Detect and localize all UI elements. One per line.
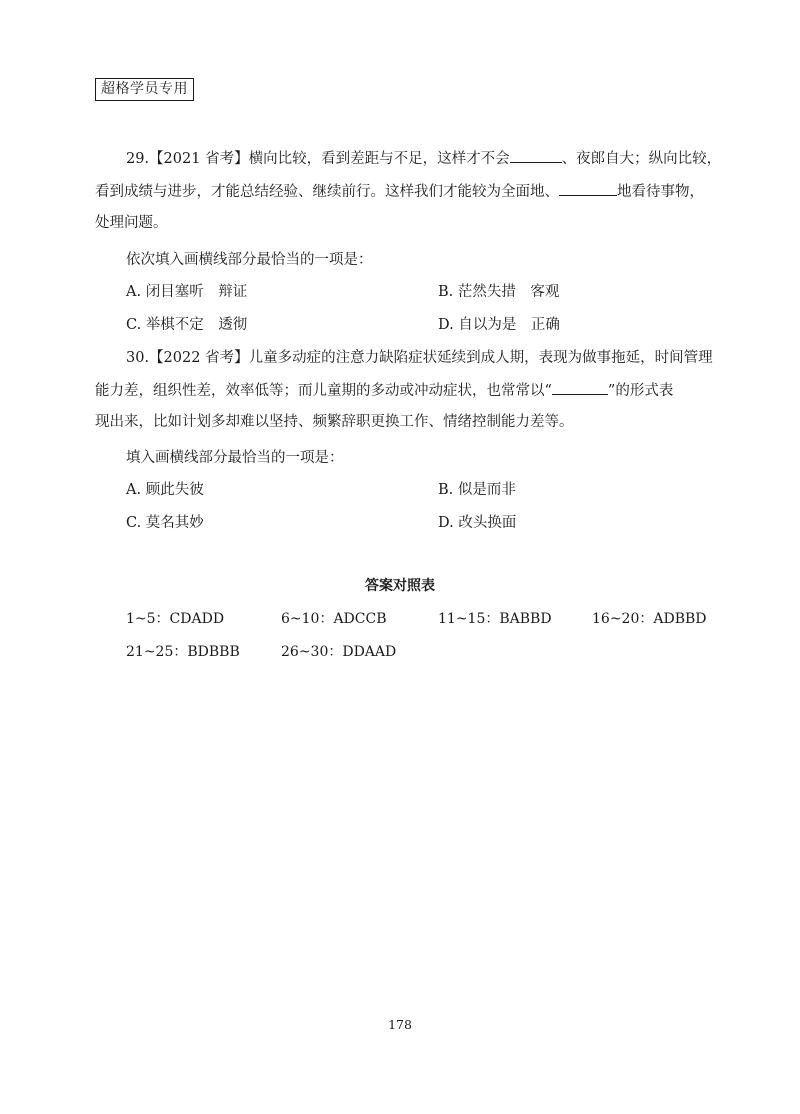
q30-line-2-post: ”的形式表: [607, 383, 674, 399]
page-number: 178: [388, 1017, 412, 1032]
answer-key-item: 16~20：ADBBD: [592, 611, 707, 627]
q29-line-2: [95, 181, 704, 202]
answer-key-item: 26~30：DDAAD: [281, 644, 397, 660]
q30-option-a: A. 顾此失彼: [126, 482, 204, 498]
q30-line-2: [95, 380, 673, 401]
answer-key-title: 答案对照表: [365, 578, 435, 594]
q30-line-1: 30.【2022 省考】儿童多动症的注意力缺陷症状延续到成人期，表现为做事拖延，时间管理: [126, 350, 713, 366]
q29-stem: 依次填入画横线部分最恰当的一项是：: [126, 252, 373, 268]
header-label: 超格学员专用: [95, 78, 194, 101]
answer-key-item: 11~15：BABBD: [438, 611, 552, 627]
q29-line-1-pre: 29.【2021 省考】横向比较，看到差距与不足，这样才不会: [126, 151, 510, 167]
q30-option-b: B. 似是而非: [438, 482, 516, 498]
answer-key-item: 1~5：CDADD: [126, 611, 225, 627]
q29-line-1: [126, 148, 721, 169]
q30-line-3: 现出来，比如计划多却难以坚持、频繁辞职更换工作、情绪控制能力差等。: [95, 414, 574, 430]
q30-option-d: D. 改头换面: [438, 515, 517, 531]
q29-blank-1: [510, 148, 562, 163]
q29-option-a: A. 闭目塞听 辩证: [126, 284, 248, 300]
q29-option-d: D. 自以为是 正确: [438, 317, 560, 333]
q30-stem: 填入画横线部分最恰当的一项是：: [126, 450, 344, 466]
answer-key-item: 21~25：BDBBB: [126, 644, 240, 660]
q30-option-c: C. 莫名其妙: [126, 515, 204, 531]
answer-key-item: 6~10：ADCCB: [281, 611, 387, 627]
q29-line-3: 处理问题。: [95, 215, 168, 231]
q29-option-b: B. 茫然失措 客观: [438, 284, 560, 300]
q29-line-2-pre: 看到成绩与进步，才能总结经验、继续前行。这样我们才能较为全面地、: [95, 184, 559, 200]
q29-line-1-post: 、夜郎自大；纵向比较，: [561, 151, 722, 167]
q30-blank: [552, 380, 608, 395]
q29-line-2-post: 地看待事物，: [617, 184, 704, 200]
q29-option-c: C. 举棋不定 透彻: [126, 317, 248, 333]
q30-line-2-pre: 能力差，组织性差，效率低等；而儿童期的多动或冲动症状，也常常以“: [95, 383, 552, 399]
q29-blank-2: [559, 181, 617, 196]
